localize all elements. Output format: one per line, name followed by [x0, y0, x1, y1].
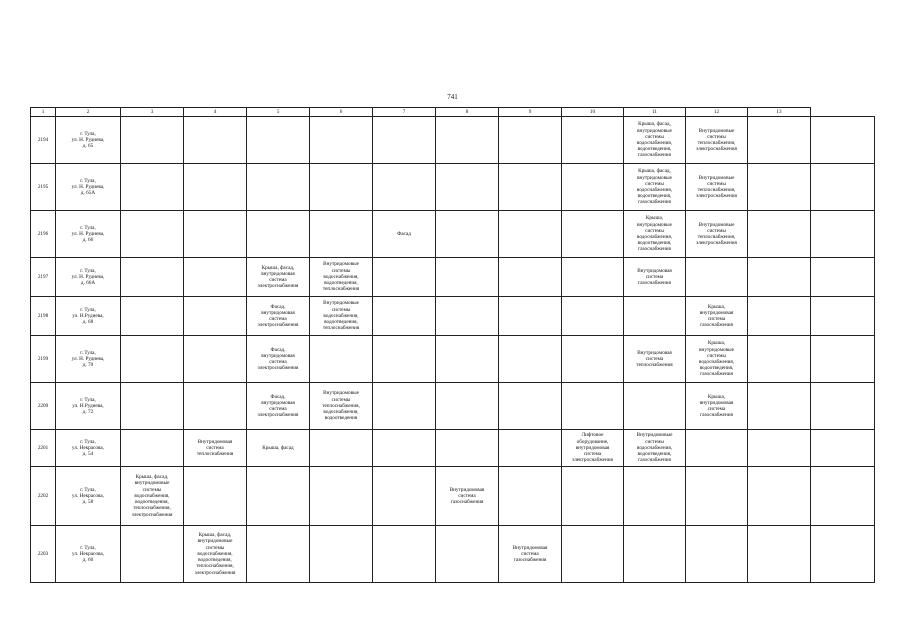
work-cell-col-12 — [686, 430, 748, 467]
work-cell-col-11 — [624, 383, 686, 430]
work-cell-col-4 — [184, 467, 247, 526]
row-number: 2197 — [31, 258, 56, 297]
work-cell-col-3: Крыша, фасад, внутридомовые системы водоснабжения, водоотведения, теплоснабжения, электроснабжения — [121, 467, 184, 526]
work-cell-col-7 — [373, 467, 436, 526]
work-cell-col-12: Крыша, внутридомовая система газоснабжения — [686, 297, 748, 336]
work-cell-col-12: Внутридомовые системы теплоснабжения, электроснабжения — [686, 117, 748, 164]
work-cell-col-5 — [247, 117, 310, 164]
work-cell-col-6: Внутридомовые системы водоснабжения, водоотведения, теплоснабжения — [310, 258, 373, 297]
work-cell-col-5: Фасад, внутридомовая система электроснабжения — [247, 336, 310, 383]
work-cell-col-5 — [247, 526, 310, 583]
table-row — [31, 430, 875, 467]
work-cell-col-4: Внутридомовая система теплоснабжения — [184, 430, 247, 467]
column-header-11: 11 — [624, 108, 686, 117]
work-cell-col-3 — [121, 383, 184, 430]
work-cell-col-10 — [562, 467, 624, 526]
table-row — [31, 526, 875, 583]
address-cell: г. Тула, ул. Н. Руднева, д. 65А — [56, 164, 121, 211]
work-cell-col-5 — [247, 211, 310, 258]
work-cell-col-10: Лифтовое оборудование, внутридомовая система электроснабжения — [562, 430, 624, 467]
work-cell-col-11: Внутридомовая система теплоснабжения — [624, 336, 686, 383]
work-cell-col-7: Фасад — [373, 211, 436, 258]
work-cell-col-13 — [748, 467, 811, 526]
table-row — [31, 383, 875, 430]
work-cell-col-14 — [811, 467, 875, 526]
work-cell-col-3 — [121, 117, 184, 164]
table-row — [31, 258, 875, 297]
work-cell-col-14 — [811, 258, 875, 297]
work-cell-col-13 — [748, 164, 811, 211]
work-cell-col-10 — [562, 297, 624, 336]
work-cell-col-5 — [247, 164, 310, 211]
work-cell-col-4 — [184, 297, 247, 336]
work-cell-col-13 — [748, 383, 811, 430]
row-number: 2202 — [31, 467, 56, 526]
work-cell-col-3 — [121, 258, 184, 297]
work-cell-col-9 — [499, 430, 562, 467]
work-cell-col-4 — [184, 164, 247, 211]
work-cell-col-4 — [184, 117, 247, 164]
table-row — [31, 211, 875, 258]
column-header-9: 9 — [499, 108, 562, 117]
work-cell-col-8 — [436, 211, 499, 258]
work-cell-col-4 — [184, 258, 247, 297]
address-cell: г. Тула, ул. Н. Руднева, д. 65 — [56, 117, 121, 164]
work-cell-col-12: Внутридомовые системы теплоснабжения, электроснабжения — [686, 211, 748, 258]
column-header-7: 7 — [373, 108, 436, 117]
work-cell-col-12 — [686, 467, 748, 526]
work-cell-col-9 — [499, 383, 562, 430]
work-cell-col-7 — [373, 297, 436, 336]
work-cell-col-11 — [624, 467, 686, 526]
work-cell-col-7 — [373, 430, 436, 467]
column-header-8: 8 — [436, 108, 499, 117]
column-header-4: 4 — [184, 108, 247, 117]
work-cell-col-8 — [436, 258, 499, 297]
work-cell-col-3 — [121, 526, 184, 583]
work-cell-col-6 — [310, 164, 373, 211]
work-cell-col-13 — [748, 211, 811, 258]
work-cell-col-14 — [811, 164, 875, 211]
column-header-13: 13 — [748, 108, 811, 117]
page-number: 741 — [447, 93, 458, 101]
work-cell-col-13 — [748, 526, 811, 583]
work-cell-col-8 — [436, 336, 499, 383]
row-number: 2196 — [31, 211, 56, 258]
work-cell-col-10 — [562, 526, 624, 583]
work-cell-col-4 — [184, 383, 247, 430]
work-cell-col-9 — [499, 336, 562, 383]
work-cell-col-12 — [686, 258, 748, 297]
work-cell-col-3 — [121, 211, 184, 258]
table-row — [31, 164, 875, 211]
row-number: 2203 — [31, 526, 56, 583]
row-number: 2198 — [31, 297, 56, 336]
work-cell-col-12: Внутридомовые системы теплоснабжения, электроснабжения — [686, 164, 748, 211]
work-cell-col-7 — [373, 526, 436, 583]
work-cell-col-13 — [748, 430, 811, 467]
work-cell-col-6: Внутридомовые системы теплоснабжения, водоснабжения, водоотведения — [310, 383, 373, 430]
column-header-2: 2 — [56, 108, 121, 117]
work-cell-col-10 — [562, 164, 624, 211]
work-cell-col-10 — [562, 383, 624, 430]
address-cell: г. Тула, ул. Н. Руднева, д. 70 — [56, 336, 121, 383]
work-cell-col-6 — [310, 336, 373, 383]
work-cell-col-9 — [499, 211, 562, 258]
header-row — [31, 108, 875, 117]
work-cell-col-13 — [748, 117, 811, 164]
row-number: 2194 — [31, 117, 56, 164]
row-number: 2199 — [31, 336, 56, 383]
column-header-5: 5 — [247, 108, 310, 117]
work-cell-col-6 — [310, 430, 373, 467]
work-cell-col-6 — [310, 526, 373, 583]
address-cell: г. Тула, ул. Н. Руднева, д. 66 — [56, 211, 121, 258]
work-cell-col-14 — [811, 117, 875, 164]
table-row — [31, 467, 875, 526]
work-cell-col-14 — [811, 336, 875, 383]
work-cell-col-10 — [562, 211, 624, 258]
row-number: 2195 — [31, 164, 56, 211]
work-cell-col-5 — [247, 467, 310, 526]
work-cell-col-9 — [499, 297, 562, 336]
work-cell-col-8 — [436, 117, 499, 164]
work-cell-col-8 — [436, 430, 499, 467]
work-cell-col-5: Крыша, фасад, внутридомовая система электроснабжения — [247, 258, 310, 297]
work-cell-col-11: Внутридомовые системы водоснабжения, водоотведения, газоснабжения — [624, 430, 686, 467]
work-cell-col-11: Крыша, фасад, внутридомовые системы водоснабжения, водоотведения, газоснабжения — [624, 164, 686, 211]
work-cell-col-7 — [373, 258, 436, 297]
work-cell-col-14 — [811, 211, 875, 258]
work-cell-col-5: Фасад, внутридомовая система электроснабжения — [247, 297, 310, 336]
address-cell: г. Тула, ул. Некрасова, д. 58 — [56, 467, 121, 526]
work-cell-col-11: Крыша, фасад, внутридомовые системы водоснабжения, водоотведения, газоснабжения — [624, 117, 686, 164]
work-cell-col-13 — [748, 297, 811, 336]
work-cell-col-12: Крыша, внутридомовая система газоснабжения — [686, 383, 748, 430]
work-cell-col-7 — [373, 383, 436, 430]
work-cell-col-11: Внутридомовая система газоснабжения — [624, 258, 686, 297]
table-row — [31, 336, 875, 383]
work-cell-col-6 — [310, 467, 373, 526]
work-cell-col-14 — [811, 430, 875, 467]
work-cell-col-14 — [811, 526, 875, 583]
address-cell: г. Тула, ул. Некрасова, д. 54 — [56, 430, 121, 467]
work-cell-col-12 — [686, 526, 748, 583]
work-cell-col-8 — [436, 526, 499, 583]
work-cell-col-13 — [748, 258, 811, 297]
repair-schedule-table — [30, 107, 875, 583]
work-cell-col-12: Крыша, внутридомовые системы водоснабжения, водоотведения, газоснабжения — [686, 336, 748, 383]
work-cell-col-9 — [499, 258, 562, 297]
column-header-10: 10 — [562, 108, 624, 117]
column-header-3: 3 — [121, 108, 184, 117]
work-cell-col-9 — [499, 164, 562, 211]
work-cell-col-14 — [811, 383, 875, 430]
address-cell: г. Тула, ул. Н.Руднева, д. 68 — [56, 297, 121, 336]
row-number: 2200 — [31, 383, 56, 430]
column-header-12: 12 — [686, 108, 748, 117]
work-cell-col-8 — [436, 164, 499, 211]
work-cell-col-10 — [562, 117, 624, 164]
work-cell-col-10 — [562, 258, 624, 297]
work-cell-col-13 — [748, 336, 811, 383]
work-cell-col-6: Внутридомовые системы водоснабжения, водоотведения, теплоснабжения — [310, 297, 373, 336]
work-cell-col-11: Крыша, внутридомовые системы водоснабжения, водоотведения, газоснабжения — [624, 211, 686, 258]
table-row — [31, 297, 875, 336]
work-cell-col-6 — [310, 117, 373, 164]
work-cell-col-4 — [184, 336, 247, 383]
work-cell-col-9 — [499, 117, 562, 164]
work-cell-col-3 — [121, 164, 184, 211]
work-cell-col-11 — [624, 526, 686, 583]
work-cell-col-3 — [121, 297, 184, 336]
work-cell-col-9 — [499, 467, 562, 526]
work-cell-col-10 — [562, 336, 624, 383]
work-cell-col-9: Внутридомовая система газоснабжения — [499, 526, 562, 583]
table-row — [31, 117, 875, 164]
work-cell-col-8 — [436, 383, 499, 430]
work-cell-col-11 — [624, 297, 686, 336]
column-header-1: 1 — [31, 108, 56, 117]
work-cell-col-7 — [373, 164, 436, 211]
address-cell: г. Тула, ул. Некрасова, д. 60 — [56, 526, 121, 583]
work-cell-col-4 — [184, 211, 247, 258]
work-cell-col-5: Фасад, внутридомовая система электроснабжения — [247, 383, 310, 430]
work-cell-col-14 — [811, 297, 875, 336]
work-cell-col-8 — [436, 297, 499, 336]
work-cell-col-3 — [121, 430, 184, 467]
work-cell-col-8: Внутридомовая система газоснабжения — [436, 467, 499, 526]
work-cell-col-6 — [310, 211, 373, 258]
work-cell-col-7 — [373, 117, 436, 164]
column-header-6: 6 — [310, 108, 373, 117]
row-number: 2201 — [31, 430, 56, 467]
work-cell-col-4: Крыша, фасад, внутридомовые системы водоснабжения, водоотведения, теплоснабжения, электроснабжения — [184, 526, 247, 583]
address-cell: г. Тула, ул. Н. Руднева, д. 66А — [56, 258, 121, 297]
work-cell-col-5: Крыша, фасад — [247, 430, 310, 467]
address-cell: г. Тула, ул. Н.Руднева, д. 72 — [56, 383, 121, 430]
work-cell-col-7 — [373, 336, 436, 383]
work-cell-col-3 — [121, 336, 184, 383]
